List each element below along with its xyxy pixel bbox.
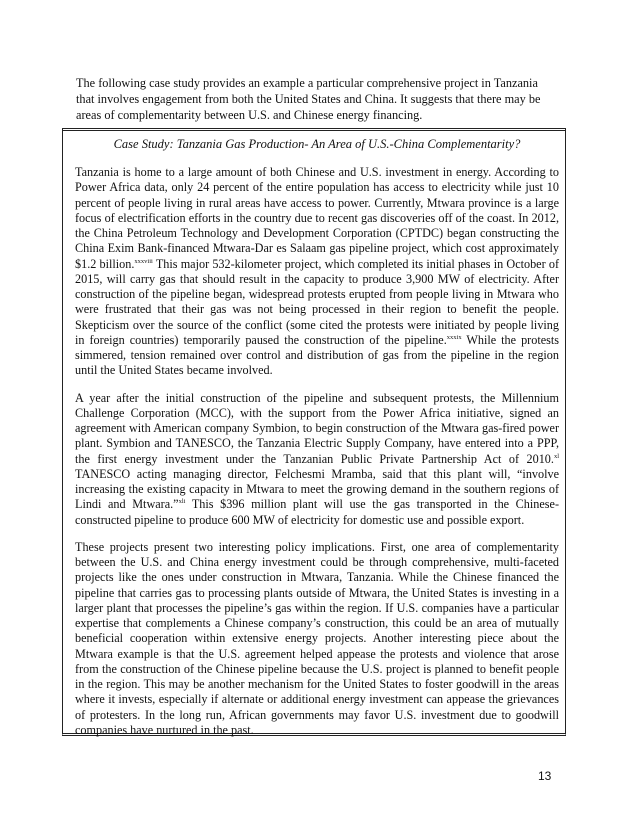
intro-paragraph: The following case study provides an example a particular comprehensive project in Tanzania that involves engagement from both the United States and China. It suggests that there may be areas of complementarity between U.S. and Chinese energy financing. (76, 76, 541, 122)
case-study-paragraph-1 (75, 165, 559, 379)
endnote-marker: xli (178, 498, 186, 506)
paragraph-text: A year after the initial construction of the pipeline and subsequent protests, the Millennium Challenge Corporation (MCC), with the support from the Power Africa initiative, signed an agreement with American company Symbion, to begin construction of the Mtwara gas-fired power plant. Symbion and TANESCO, the Tanzania Electric Supply Company, have entered into a PPP, the first energy investment under the Tanzanian Public Private Partnership Act of 2010. (75, 390, 559, 466)
case-study-box (62, 128, 566, 736)
endnote-marker: xl (553, 452, 559, 460)
paragraph-text: This $396 million plant will use the gas transported in the Chinese-constructed pipeline to produce 600 MW of electricity for domestic use and possible export. (75, 497, 560, 527)
endnote-marker: xxxix (446, 333, 462, 341)
endnote-marker: xxxviii (134, 257, 153, 265)
paragraph-text: While the protests simmered, tension remained over control and distribution of gas from the pipeline in the region until the United States became involved. (75, 332, 559, 378)
paragraph-text: This major 532-kilometer project, which completed its initial phases in October of 2015, will carry gas that should result in the capacity to produce 3,900 MW of electricity. After construction of the pipeline began, widespread protests erupted from people living in Mtwara who were frustrated that their gas was not being processed in their region to benefit the people. Skepticism over the source of the conflict (some cited the protests were initiated by people living in foreign countries) temporarily paused the construction of the pipeline. (75, 256, 560, 347)
page-number: 13 (538, 769, 552, 783)
paragraph-text: TANESCO acting managing director, Felchesmi Mramba, said that this plant will, “involve increasing the existing capacity in Mtwara to meet the growing demand in the southern regions of Lindi and Mtwara.” (75, 466, 559, 512)
case-study-paragraph-3: These projects present two interesting policy implications. First, one area of complementarity between the U.S. and China energy investment could be through comprehensive, multi-faceted projects like the ones under construction in Mtwara, Tanzania. While the Chinese financed the pipeline that carries gas to processing plants outside of Mtwara, the United States is investing in a larger plant that processes the pipeline’s gas within the region. If U.S. companies have a particular expertise that complements a Chinese company’s construction, this could be an area of mutually beneficial cooperation within extensive energy projects. Another interesting piece about the Mtwara example is that the U.S. agreement helped appease the protests and violence that arose from the construction of the Chinese pipeline because the U.S. project is planned to benefit people in the region. This may be another mechanism for the United States to foster goodwill in the areas where it invests, especially if alternate or additional energy investment can appease the grievances of protesters. In the long run, African governments may favor U.S. investment due to goodwill companies have nurtured in the past. (75, 539, 559, 737)
case-study-paragraph-2 (75, 391, 559, 528)
paragraph-text: Tanzania is home to a large amount of both Chinese and U.S. investment in energy. According to Power Africa data, only 24 percent of the entire population has access to electricity while just 10 percent of people living in rural areas have access to power. Currently, Mtwara province is a large focus of electrification efforts in the country due to recent gas discoveries off of the coast. In 2012, the China Petroleum Technology and Development Corporation (CPTDC) began constructing the China Exim Bank-financed Mtwara-Dar es Salaam gas pipeline project, which cost approximately $1.2 billion. (75, 165, 559, 271)
case-study-title: Case Study: Tanzania Gas Production- An Area of U.S.-China Complementarity? (113, 137, 521, 151)
